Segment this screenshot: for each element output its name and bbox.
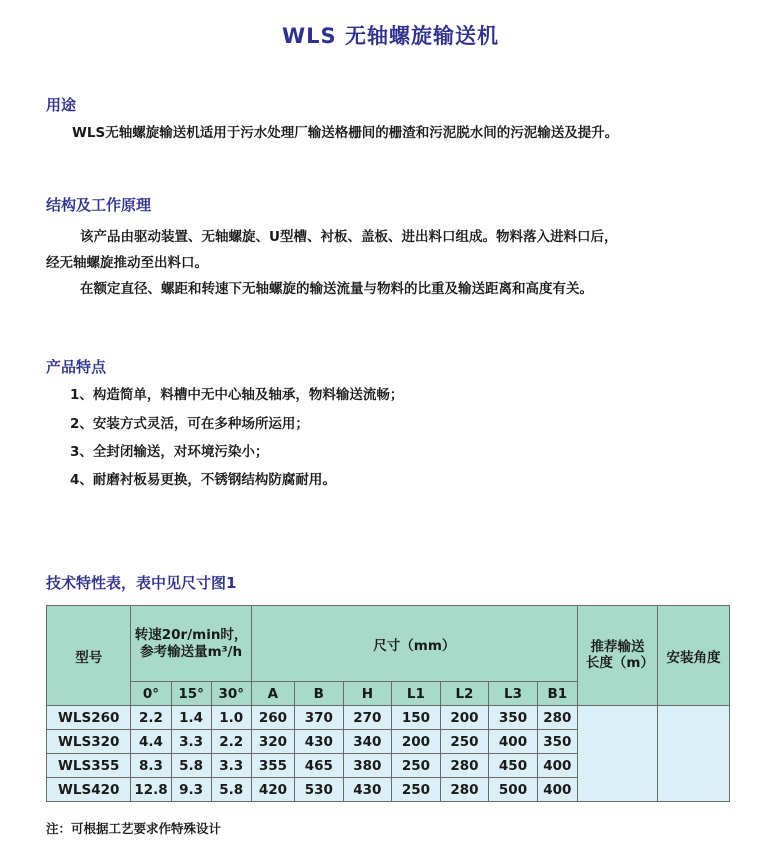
dim-cell: 200 [392,730,441,754]
features-heading: 产品特点 [46,358,107,376]
install-angle-cell [658,706,730,802]
dim-cell: 430 [295,730,344,754]
dim-cell: 150 [392,706,441,730]
dim-cell: 380 [343,754,392,778]
page-title: WLS 无轴螺旋输送机 [282,24,499,48]
dim-cell: 355 [251,754,294,778]
angle-header: 15° [171,682,211,706]
table-heading: 技术特性表，表中见尺寸图1 [46,574,237,592]
table-row [47,706,730,730]
dim-cell: 400 [537,778,577,802]
flow-cell: 5.8 [211,778,251,802]
dim-header: H [343,682,392,706]
recommend-length-cell [577,706,657,802]
usage-heading: 用途 [46,96,77,114]
dim-cell: 280 [537,706,577,730]
dim-cell: 340 [343,730,392,754]
flow-cell: 8.3 [131,754,171,778]
feature-item: 1、构造简单，料槽中无中心轴及轴承，物料输送流畅； [70,387,404,403]
feature-item: 2、安装方式灵活，可在多种场所运用； [70,416,309,432]
dim-cell: 430 [343,778,392,802]
dim-cell: 280 [440,754,489,778]
dim-cell: 400 [489,730,538,754]
dim-header: L1 [392,682,441,706]
flow-cell: 3.3 [211,754,251,778]
principle-heading: 结构及工作原理 [46,196,152,214]
dim-cell: 280 [440,778,489,802]
dim-header: L2 [440,682,489,706]
dim-cell: 260 [251,706,294,730]
recommend-length-header: 推荐输送长度（m） [577,606,657,706]
flow-cell: 1.0 [211,706,251,730]
dim-cell: 530 [295,778,344,802]
dim-header: A [251,682,294,706]
dim-cell: 250 [392,778,441,802]
flow-cell: 3.3 [171,730,211,754]
dim-cell: 450 [489,754,538,778]
dim-cell: 350 [537,730,577,754]
model-cell: WLS260 [47,706,131,730]
flow-header [131,606,251,682]
model-cell: WLS320 [47,730,131,754]
model-cell: WLS355 [47,754,131,778]
flow-cell: 1.4 [171,706,211,730]
flow-cell: 12.8 [131,778,171,802]
angle-header: 30° [211,682,251,706]
dim-cell: 250 [392,754,441,778]
dim-cell: 320 [251,730,294,754]
dimension-header: 尺寸（mm） [251,606,577,682]
angle-header: 0° [131,682,171,706]
dim-cell: 250 [440,730,489,754]
flow-cell: 4.4 [131,730,171,754]
principle-line-3: 在额定直径、螺距和转速下无轴螺旋的输送流量与物料的比重及输送距离和高度有关。 [80,281,593,297]
flow-header-line-2: 参考输送量m³/h [140,643,243,660]
flow-cell: 5.8 [171,754,211,778]
principle-line-1: 该产品由驱动装置、无轴螺旋、U型槽、衬板、盖板、进出料口组成。物料落入进料口后， [80,229,618,245]
dim-cell: 465 [295,754,344,778]
dim-cell: 350 [489,706,538,730]
spec-table [46,605,730,802]
usage-text: WLS无轴螺旋输送机适用于污水处理厂输送格栅间的栅渣和污泥脱水间的污泥输送及提升。 [72,125,619,141]
dim-header: B1 [537,682,577,706]
feature-item: 4、耐磨衬板易更换，不锈钢结构防腐耐用。 [70,472,336,488]
dim-cell: 500 [489,778,538,802]
dim-cell: 370 [295,706,344,730]
dim-header: B [295,682,344,706]
install-angle-header: 安装角度 [658,606,730,706]
dim-cell: 200 [440,706,489,730]
dim-header: L3 [489,682,538,706]
model-header: 型号 [47,606,131,706]
principle-line-2: 经无轴螺旋推动至出料口。 [46,255,208,271]
feature-item: 3、全封闭输送，对环境污染小； [70,444,269,460]
dim-cell: 400 [537,754,577,778]
flow-cell: 9.3 [171,778,211,802]
model-cell: WLS420 [47,778,131,802]
dim-cell: 270 [343,706,392,730]
footnote: 注：可根据工艺要求作特殊设计 [46,821,222,836]
flow-cell: 2.2 [131,706,171,730]
dim-cell: 420 [251,778,294,802]
flow-cell: 2.2 [211,730,251,754]
flow-header-line-1: 转速20r/min时， [134,627,248,644]
